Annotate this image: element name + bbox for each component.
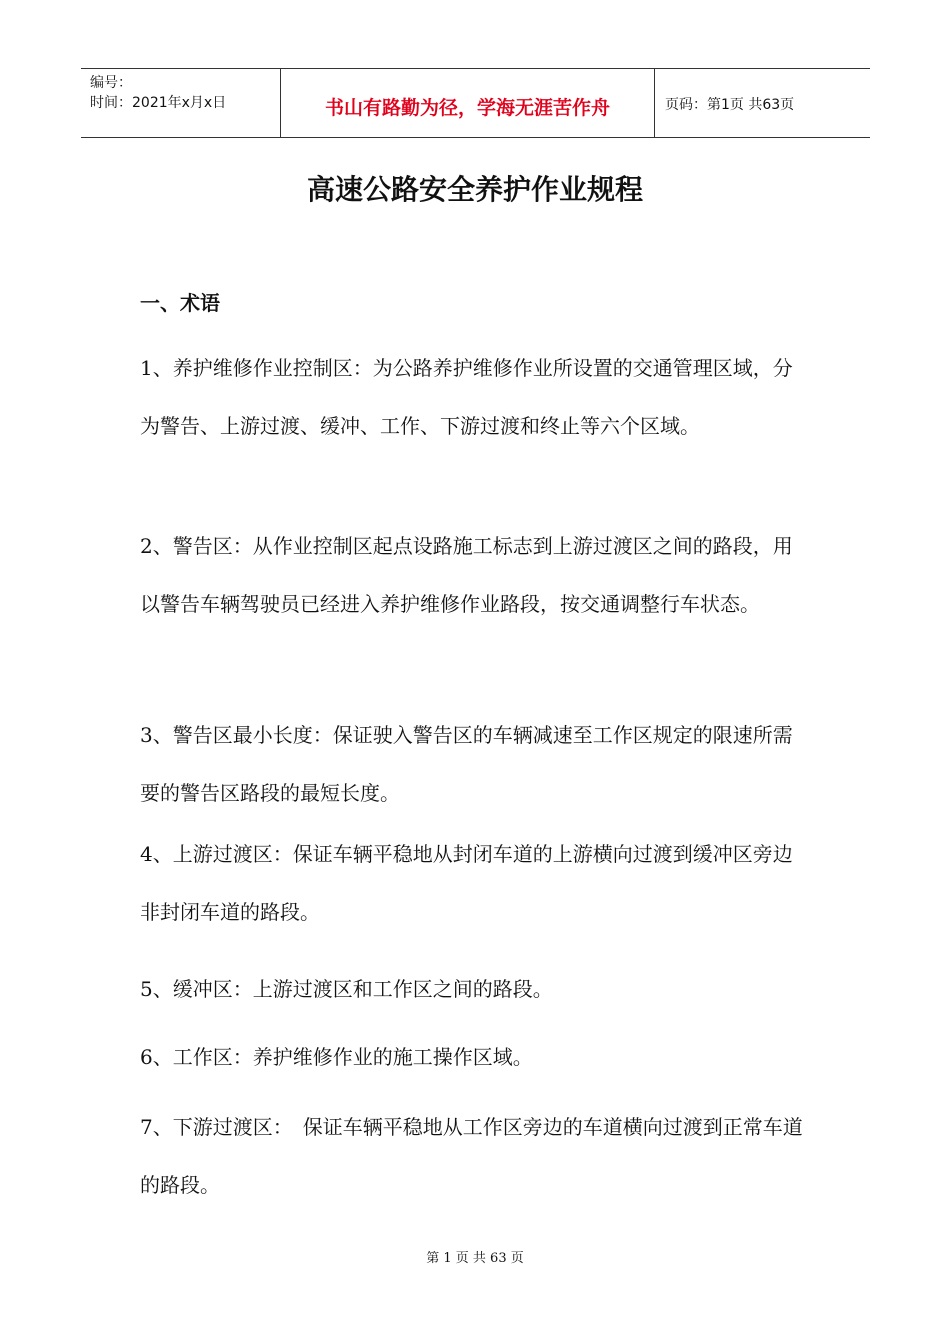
header-motto-cell xyxy=(281,69,655,137)
header-motto: 书山有路勤为径，学海无涯苦作舟 xyxy=(324,97,610,119)
document-title: 高速公路安全养护作业规程 xyxy=(306,173,643,206)
paragraph-term-7: 7、下游过渡区： 保证车辆平稳地从工作区旁边的车道横向过渡到正常车道的路段。 xyxy=(140,1115,803,1197)
number-label: 编号： xyxy=(90,75,132,91)
section-heading: 一、术语 xyxy=(140,291,220,315)
page-footer: 第 1 页 共 63 页 xyxy=(426,1251,524,1266)
header-page-cell xyxy=(655,69,870,137)
document-header xyxy=(81,68,870,138)
paragraph-term-4: 4、上游过渡区：保证车辆平稳地从封闭车道的上游横向过渡到缓冲区旁边非封闭车道的路段。 xyxy=(140,842,793,924)
header-page-info: 页码：第1页 共63页 xyxy=(665,97,795,113)
time-label: 时间：2021年x月x日 xyxy=(90,95,227,111)
paragraph-term-2: 2、警告区：从作业控制区起点设路施工标志到上游过渡区之间的路段，用以警告车辆驾驶员已经进入养护维修作业路段，按交通调整行车状态。 xyxy=(140,534,793,616)
header-meta-cell xyxy=(81,69,281,137)
paragraph-term-6: 6、工作区：养护维修作业的施工操作区域。 xyxy=(140,1045,533,1069)
paragraph-term-3: 3、警告区最小长度：保证驶入警告区的车辆减速至工作区规定的限速所需要的警告区路段的最短长度。 xyxy=(140,723,793,805)
paragraph-term-1: 1、养护维修作业控制区：为公路养护维修作业所设置的交通管理区域，分为警告、上游过渡、缓冲、工作、下游过渡和终止等六个区域。 xyxy=(140,356,793,438)
paragraph-term-5: 5、缓冲区：上游过渡区和工作区之间的路段。 xyxy=(140,977,553,1001)
